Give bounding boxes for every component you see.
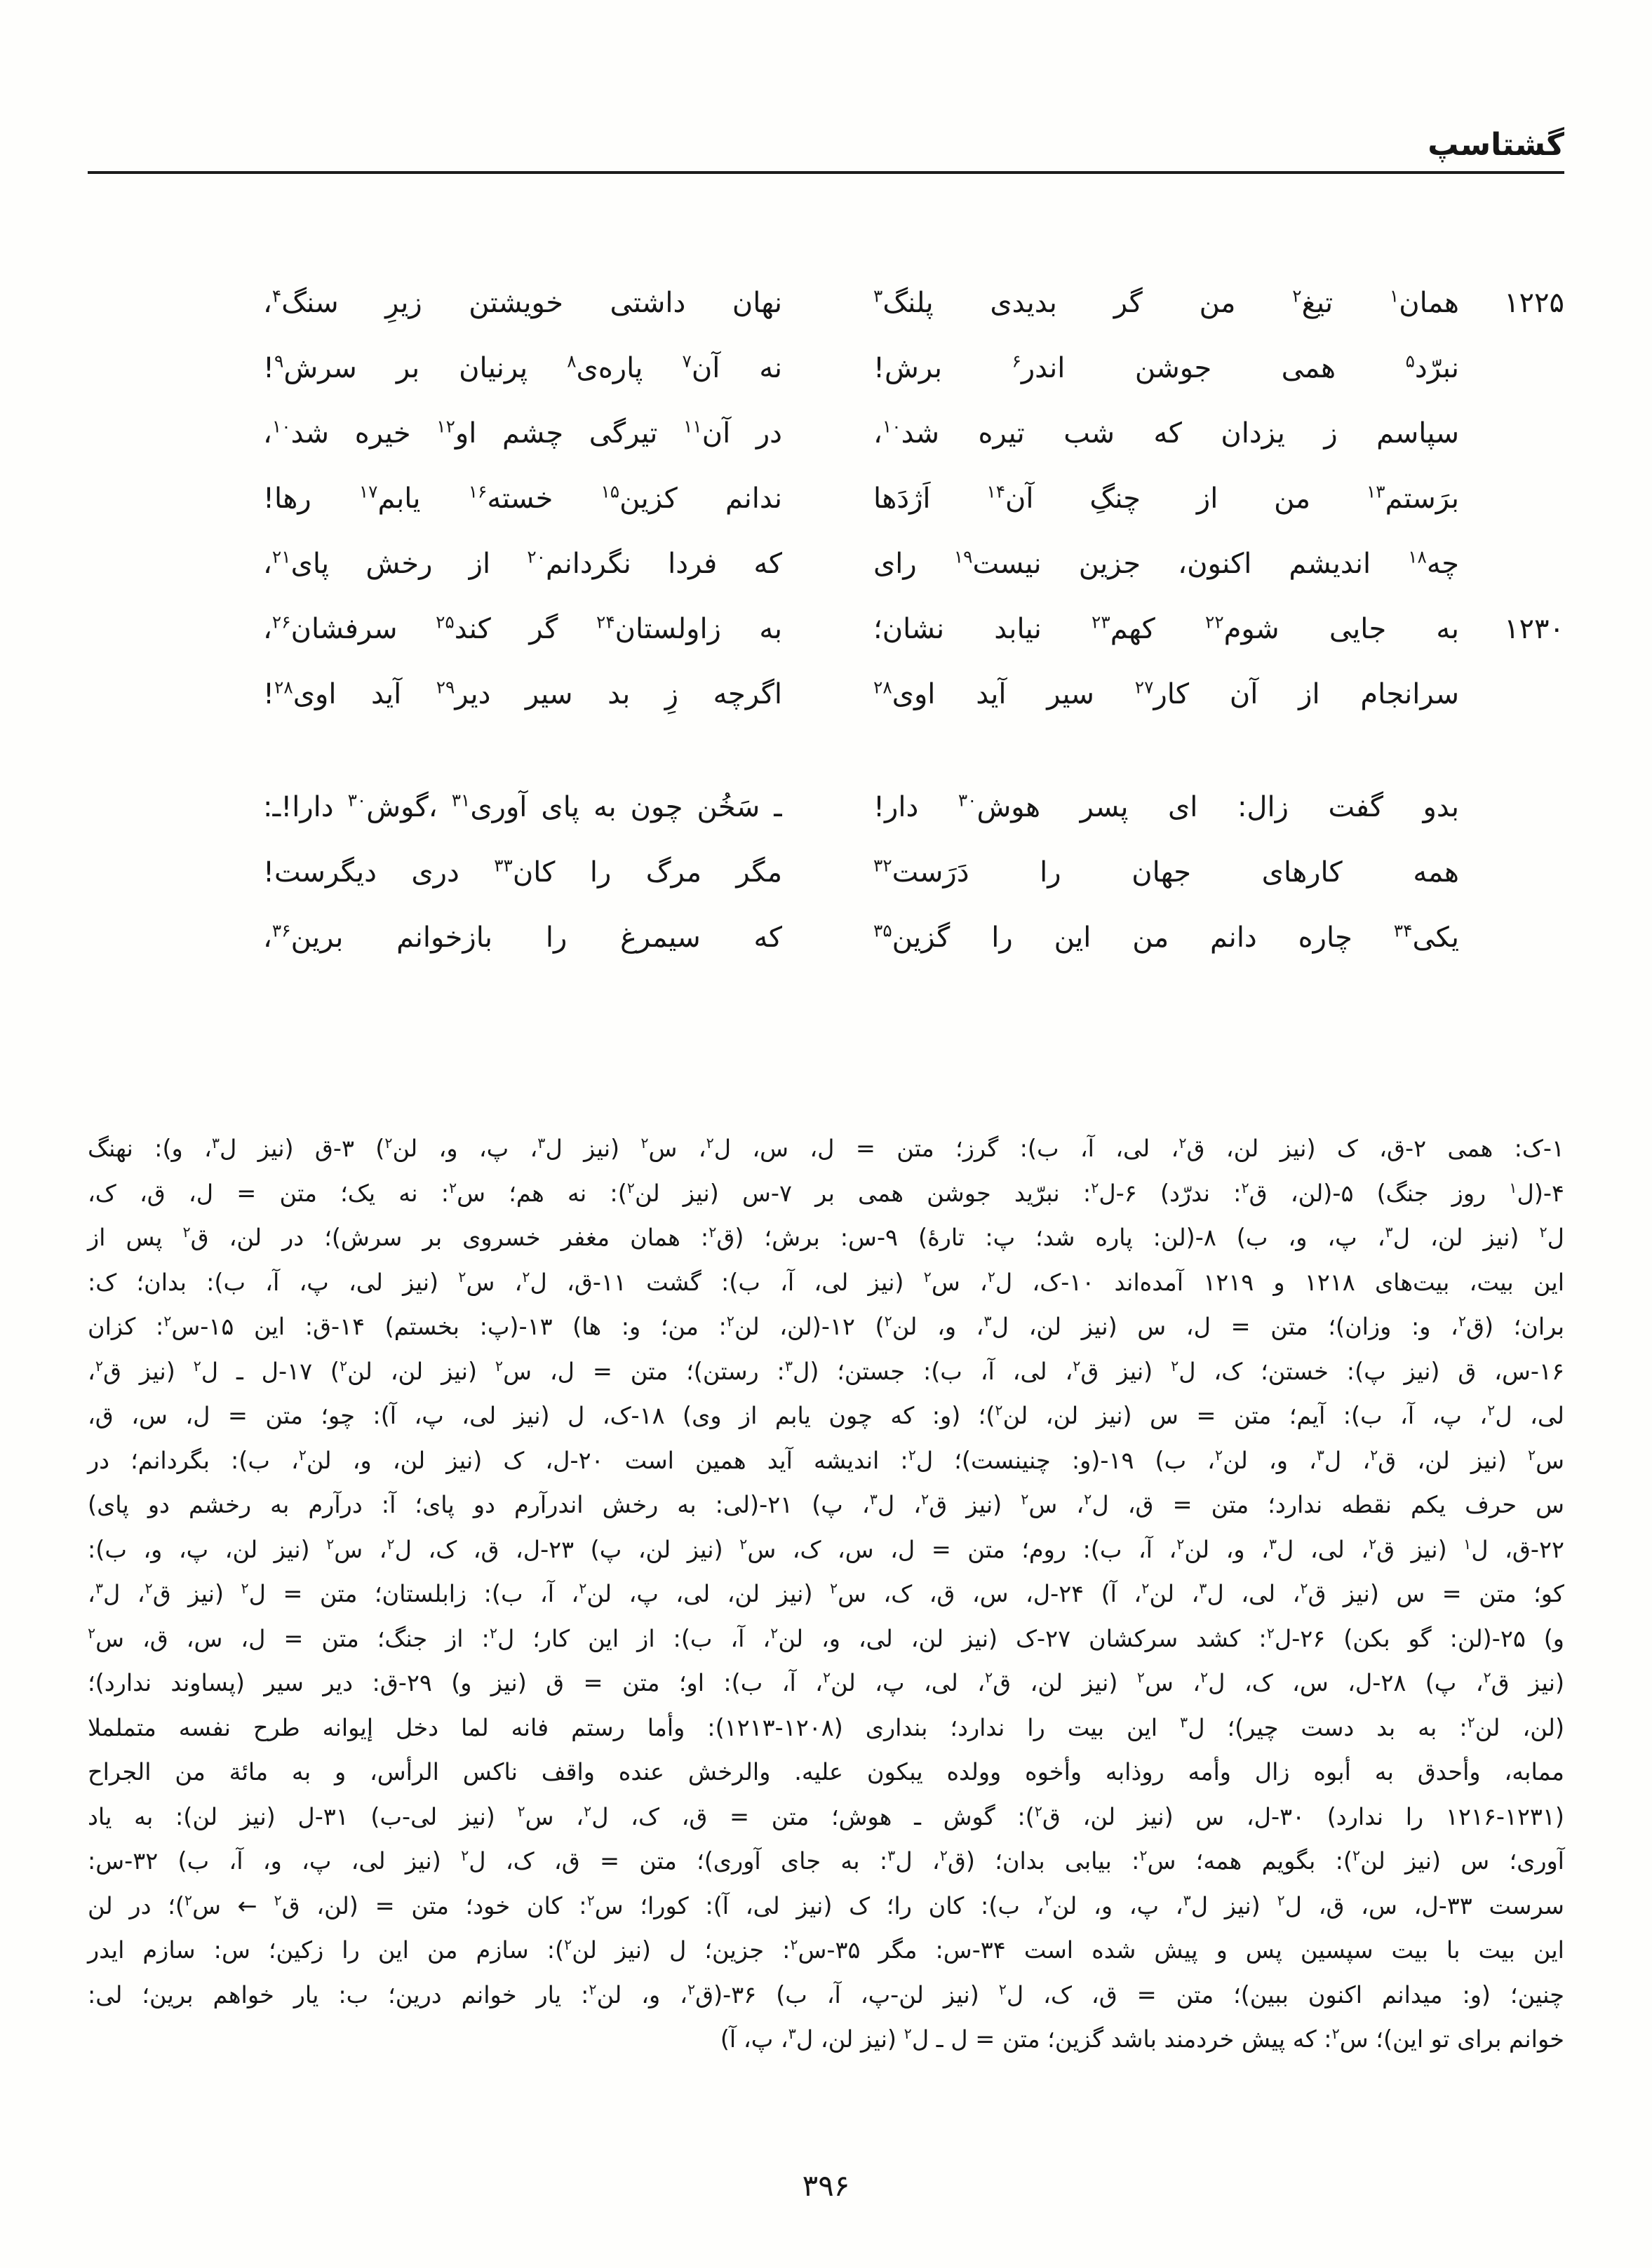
hemistich-second: ندانم کزین$^{۱۵}$ خسته$^{۱۶}$ یابم$^{۱۷}$ رها!: [263, 481, 782, 515]
column-gap: [782, 597, 873, 662]
footnote-marker: ۲: [449, 1179, 457, 1196]
footnote-marker: ۲: [829, 1579, 838, 1597]
critical-apparatus: [88, 1126, 1564, 2062]
apparatus-line: خوانم برای تو این)؛ س$^۲$: که پیش خردمند باشد گزین؛ متن = ل ـ ل$^۲$ (نیز لن، ل$^۳$، پ، آ): [720, 2025, 1564, 2053]
footnote-marker: ۱۷: [358, 481, 378, 502]
footnote-marker: ۲: [522, 1268, 530, 1285]
footnote-marker: ۱۰: [271, 416, 291, 437]
couplet: [88, 271, 1564, 336]
apparatus-line: سرست ۳۳-ل، س، ق، ل$^۲$ (نیز ل$^۳$، پ، و، لن$^۲$، ب): کان را؛ ک (نیز لی، آ): کورا؛ س$^۲$: کان خود؛ متن = (لن، ق$^۲$ ← س$^۲$)؛ در لن: [88, 1891, 1564, 1919]
footnote-marker: ۲: [1331, 2025, 1340, 2042]
apparatus-line: (لن، لن$^۲$: به بد دست چیر)؛ ل$^۳$ این بیت را ندارد؛ بنداری (۱۲۰۸-۱۲۱۳): وأما رستم فانه لما دخل إیوانه طرح نفسه متململا: [88, 1713, 1565, 1741]
apparatus-line: این بیت با بیت سپسین پس و پیش شده است ۳۴-س: مگر ۳۵-س$^۲$: جزین؛ ل (نیز لن$^۲$): سازم من این را زکین؛ س: سازم ایدر: [88, 1936, 1564, 1964]
footnote-marker: ۲: [1141, 1579, 1150, 1597]
apparatus-line: ۱۶-س، ق (نیز پ): خستن؛ ک، ل$^۲$ (نیز ق$^۲$، لی، آ، ب): جستن؛ (ل$^۳$: رستن)؛ متن = ل، س$^۲$ (نیز لن، لن$^۲$) ۱۷-ل ـ ل$^۲$ (نیز ق$^۲$،: [88, 1357, 1564, 1385]
footnote-marker: ۲۳: [1092, 612, 1110, 633]
column-gap: [782, 401, 873, 466]
footnote-marker: ۲: [1369, 1535, 1377, 1553]
verse-number: [1459, 905, 1564, 971]
hemistich-second: به زاولستان$^{۲۴}$ گر کند$^{۲۵}$ سرفشان$^{۲۶}$،: [263, 612, 782, 645]
footnote-marker: ۳: [537, 1134, 546, 1152]
footnote-marker: ۳۳: [494, 855, 513, 876]
footnote-marker: ۲: [1044, 1891, 1052, 1909]
footnote-marker: ۴: [271, 285, 282, 306]
footnote-marker: ۲: [1266, 1624, 1275, 1642]
footnote-marker: ۲: [326, 1535, 335, 1553]
footnote-marker: ۱: [1463, 1535, 1472, 1553]
footnote-marker: ۳: [95, 1579, 103, 1597]
apparatus-line: س$^۲$ (نیز لن، ق$^۲$، ل$^۳$، و، لن$^۲$، ب) ۱۹-(و: چنینست)؛ ل$^۲$: اندیشه آید همین است ۲۰-ل، ک (نیز لن، و، لن$^۲$، ب): بگردانم؛ در: [88, 1446, 1565, 1474]
footnote-marker: ۳: [1183, 1891, 1191, 1909]
footnote-marker: ۱۶: [468, 481, 488, 502]
footnote-marker: ۲: [384, 1134, 393, 1152]
footnote-marker: ۱: [1389, 285, 1399, 306]
apparatus-line: آوری؛ س (نیز لن$^۲$): بگویم همه؛ س$^۲$: بیابی بدان؛ (ق$^۲$، ل$^۳$: به جای آوری)؛ متن = ق، ک، ل$^۲$ (نیز لی، پ، و، آ، ب) ۳۲-س:: [88, 1847, 1564, 1875]
couplet: [88, 597, 1564, 662]
footnote-marker: ۵: [1405, 351, 1415, 372]
footnote-marker: ۲: [1458, 1312, 1466, 1330]
footnote-marker: ۳: [873, 285, 883, 306]
couplet: [88, 775, 1564, 840]
footnote-marker: ۲: [489, 1624, 497, 1642]
verse-number: [1459, 775, 1564, 840]
footnote-marker: ۲: [274, 1891, 282, 1909]
footnote-marker: ۲۴: [596, 612, 615, 633]
footnote-marker: ۱۱: [683, 416, 702, 437]
footnote-marker: ۲۷: [1134, 677, 1154, 698]
footnote-marker: ۲: [88, 1624, 96, 1642]
footnote-marker: ۲: [1277, 1891, 1285, 1909]
footnote-marker: ۱۳: [1366, 481, 1385, 502]
footnote-marker: ۳: [211, 1134, 220, 1152]
apparatus-line: (۱۲۱۶-۱۲۳۱ را ندارد) ۳۰-ل، س (نیز لن، ق$^۲$): گوش ـ هوش؛ متن = ق، ک، ل$^۲$، س$^۲$ (نیز لی-ب) ۳۱-ل (نیز لن): به یاد: [88, 1802, 1564, 1830]
hemistich-first: سپاسم ز یزدان که شب تیره شد$^{۱۰}$،: [873, 416, 1459, 450]
hemistich-first: همه کارهای جهان را دَرَست$^{۳۲}$: [873, 855, 1459, 889]
footnote-marker: ۳: [1268, 1535, 1277, 1553]
header-rule: [88, 171, 1564, 174]
footnote-marker: ۲: [184, 1891, 193, 1909]
footnote-marker: ۲: [939, 1847, 948, 1864]
footnote-marker: ۲: [1214, 1446, 1223, 1464]
footnote-marker: ۳: [869, 1490, 878, 1508]
footnote-marker: ۲: [579, 1579, 587, 1597]
hemistich-first: بدو گفت زال: ای پسر هوش$^{۳۰}$ دار!: [873, 790, 1459, 823]
couplet: [88, 401, 1564, 466]
hemistich-second: مگر مرگ را کان$^{۳۳}$ دری دیگرست!: [263, 855, 782, 889]
footnote-marker: ۲: [1352, 1847, 1361, 1864]
stanza-1: [88, 271, 1564, 727]
footnote-marker: ۲۱: [271, 546, 291, 567]
hemistich-first: چه$^{۱۸}$ اندیشم اکنون، جزین نیست$^{۱۹}$ رای: [873, 546, 1459, 580]
footnote-marker: ۲: [1539, 1223, 1547, 1241]
running-head-chapter-title: گشتاسپ: [1428, 127, 1564, 163]
column-gap: [782, 662, 873, 727]
hemistich-first: سرانجام از آن کار$^{۲۷}$ سیر آید اوی$^{۲۸}$: [873, 677, 1459, 710]
apparatus-line: لی، ل$^۲$، پ، آ، ب): آیم؛ متن = س (نیز لن، لن$^۲$)؛ (و: که چون یابم از وی) ۱۸-ک، ل (نیز لی، پ، آ): چو؛ متن = ل، س، ق،: [88, 1401, 1565, 1429]
footnote-marker: ۳: [1385, 1223, 1393, 1241]
column-gap: [782, 775, 873, 840]
footnote-marker: ۲: [163, 1312, 172, 1330]
footnote-marker: ۲: [1084, 1490, 1092, 1508]
footnote-marker: ۲: [584, 1802, 592, 1820]
column-gap: [782, 336, 873, 401]
footnote-marker: ۲: [1176, 1535, 1185, 1553]
footnote-marker: ۲: [1091, 1179, 1099, 1196]
footnote-marker: ۲: [458, 1268, 466, 1285]
footnote-marker: ۲: [241, 1579, 249, 1597]
verse-number: [1459, 532, 1564, 597]
apparatus-line: چنین؛ (و: میدانم اکنون ببین)؛ متن = ق، ک، ل$^۲$ (نیز لن-پ، آ، ب) ۳۶-(ق$^۲$، و، لن$^۲$: یار خوانم درین؛ ب: یار خواهم برین؛ لی:: [88, 1980, 1564, 2009]
footnote-marker: ۲: [921, 1490, 929, 1508]
couplet: [88, 662, 1564, 727]
hemistich-first: همان$^۱$ تیغ$^۲$ من گر بدیدی پلنگ$^۳$: [873, 285, 1459, 319]
footnote-marker: ۲: [586, 1891, 595, 1909]
footnote-marker: ۲: [1467, 1713, 1475, 1731]
footnote-marker: ۲: [1241, 1179, 1249, 1196]
footnote-marker: ۳۴: [1393, 920, 1413, 941]
footnote-marker: ۲: [1370, 1446, 1378, 1464]
apparatus-line: ل$^۲$ (نیز لن، ل$^۳$، پ، و، ب) ۸-(لن: پاره شد؛ پ: تارهٔ) ۹-س: برش؛ (ق$^۲$: همان مغفر خسروی بر سرش)؛ در لن، ق$^۲$ پس از: [88, 1223, 1564, 1251]
footnote-marker: ۲۹: [436, 677, 455, 698]
footnote-marker: ۹: [274, 351, 284, 372]
footnote-marker: ۲: [589, 1980, 597, 1998]
apparatus-line: کو؛ متن = س (نیز ق$^۲$، لی، ل$^۳$، لن$^۲$، آ) ۲۴-ل، س، ق، ک، س$^۲$ (نیز لن، لی، پ، لن$^۲$، آ، ب): زابلستان؛ متن = ل$^۲$ (نیز ق$^۲$، ل$^۳$،: [88, 1579, 1564, 1607]
verse-number: [1459, 466, 1564, 532]
footnote-marker: ۲: [517, 1802, 525, 1820]
apparatus-line: ۱-ک: همی ۲-ق، ک (نیز لن، ق$^۲$، لی، آ، ب): گرز؛ متن = ل، س، ل$^۲$، س$^۲$ (نیز ل$^۳$، پ، و، لن$^۲$) ۳-ق (نیز ل$^۳$، و): نهنگ: [88, 1134, 1564, 1162]
apparatus-line: بران؛ (ق$^۲$، و: وزان)؛ متن = ل، س (نیز لن، ل$^۳$، و، لن$^۲$) ۱۲-(لن، لن$^۲$: من؛ و: ها) ۱۳-(پ: بخستم) ۱۴-ق: این ۱۵-س$^۲$: کزان: [88, 1312, 1565, 1340]
footnote-marker: ۲: [1527, 1446, 1536, 1464]
footnote-marker: ۳۱: [451, 790, 471, 811]
footnote-marker: ۱۵: [600, 481, 620, 502]
footnote-marker: ۳: [983, 1312, 992, 1330]
apparatus-line: (نیز ق$^۲$، پ) ۲۸-ل، س، ک، ل$^۲$، س$^۲$ (نیز لن، ق$^۲$، لی، پ، لن$^۲$، آ، ب): او؛ متن = ق (نیز و) ۲۹-ق: دیر سیر (پساوند ندارد)؛: [88, 1668, 1565, 1696]
footnote-marker: ۳: [784, 1357, 793, 1375]
footnote-marker: ۱۴: [986, 481, 1006, 502]
footnote-marker: ۳۰: [347, 790, 367, 811]
verse-number: [1459, 336, 1564, 401]
footnote-marker: ۲: [709, 1223, 717, 1241]
footnote-marker: ۳۵: [873, 920, 892, 941]
hemistich-first: به جایی شوم$^{۲۲}$ کهم$^{۲۳}$ نیابد نشان؛: [873, 612, 1459, 645]
footnote-marker: ۲: [340, 1357, 348, 1375]
couplet: [88, 840, 1564, 905]
footnote-marker: ۲: [1139, 1847, 1148, 1864]
column-gap: [782, 905, 873, 971]
column-gap: [782, 271, 873, 336]
column-gap: [782, 466, 873, 532]
apparatus-line: ۴-(ل$^۱$ روز جنگ) ۵-(لن، ق$^۲$: ندرّد) ۶-ل$^۲$: نبرّید جوشن همی بر ۷-س (نیز لن$^۲$): نه هم؛ س$^۲$: نه یک؛ متن = ل، ق، ک،: [88, 1179, 1564, 1207]
apparatus-line: ممابه، وأحدق به أبوه زال وأمه روذابه وأخوه وولده یبکون علیه. والرخش عنده واقف ناکس الرأس، و به مائة من الجراح: [88, 1758, 1564, 1786]
hemistich-first: یکی$^{۳۴}$ چاره دانم من این را گزین$^{۳۵}$: [873, 920, 1459, 954]
footnote-marker: ۷: [682, 351, 692, 372]
footnote-marker: ۲: [908, 1446, 916, 1464]
footnote-marker: ۲: [1200, 1668, 1209, 1686]
footnote-marker: ۲: [998, 1980, 1007, 1998]
footnote-marker: ۲: [298, 1446, 307, 1464]
footnote-marker: ۸: [567, 351, 577, 372]
verse-number: ۱۲۳۰: [1504, 613, 1564, 645]
footnote-marker: ۲: [1178, 1134, 1187, 1152]
footnote-marker: ۲: [706, 1134, 714, 1152]
footnote-marker: ۲: [1483, 1668, 1491, 1686]
footnote-marker: ۲: [182, 1223, 191, 1241]
footnote-marker: ۱۹: [953, 546, 973, 567]
footnote-marker: ۳: [788, 2025, 796, 2042]
couplet: [88, 466, 1564, 532]
hemistich-first: برَستم$^{۱۳}$ من از چنگِ آن$^{۱۴}$ اَژدَها: [873, 481, 1459, 515]
couplet: [88, 336, 1564, 401]
footnote-marker: ۲: [726, 1312, 734, 1330]
footnote-marker: ۳: [887, 1847, 896, 1864]
hemistich-second: در آن$^{۱۱}$ تیرگی چشم او$^{۱۲}$ خیره شد$^{۱۰}$،: [263, 416, 782, 450]
footnote-marker: ۲: [884, 1312, 892, 1330]
footnote-marker: ۲: [387, 1535, 395, 1553]
verse-number: ۱۲۲۵: [1504, 287, 1564, 319]
footnote-marker: ۲: [461, 1847, 469, 1864]
hemistich-second: اگرچه زِ بد سیر دیر$^{۲۹}$ آید اوی$^{۲۸}$!: [263, 677, 782, 710]
footnote-marker: ۲۶: [271, 612, 291, 633]
footnote-marker: ۲: [985, 1668, 993, 1686]
footnote-marker: ۲: [987, 1268, 995, 1285]
stanza-2: [88, 775, 1564, 971]
hemistich-first: نبرّد$^۵$ همی جوشن اندر$^۶$ برش!: [873, 351, 1459, 384]
footnote-marker: ۲۰: [527, 546, 546, 567]
hemistich-second: نهان داشتی خویشتن زیرِ سنگ$^۴$،: [263, 285, 782, 319]
page-number: ۳۹۶: [802, 2168, 850, 2203]
footnote-marker: ۲: [687, 1980, 696, 1998]
footnote-marker: ۲: [495, 1357, 504, 1375]
footnote-marker: ۱۲: [436, 416, 455, 437]
apparatus-line: و) ۲۵-(لن: گو بکن) ۲۶-ل$^۲$: کشد سرکشان ۲۷-ک (نیز لن، لی، و، لن$^۲$، آ، ب): از این کار؛ ل$^۲$: از جنگ؛ متن = ل، س، ق، س$^۲$: [88, 1624, 1564, 1652]
hemistich-second: که سیمرغ را بازخوانم برین$^{۳۶}$،: [263, 920, 782, 954]
footnote-marker: ۲: [95, 1357, 103, 1375]
footnote-marker: ۲: [790, 1936, 798, 1953]
hemistich-second: ـ سَخُن چون به پای آوری$^{۳۱}$ ،گوش$^{۳۰}$ دارا!ـ:: [263, 790, 782, 823]
footnote-marker: ۲: [739, 1535, 748, 1553]
footnote-marker: ۱۸: [1408, 546, 1427, 567]
verse-number: [1459, 662, 1564, 727]
couplet: [88, 532, 1564, 597]
footnote-marker: ۲: [145, 1579, 153, 1597]
footnote-marker: ۳۰: [958, 790, 977, 811]
footnote-marker: ۲: [1171, 1357, 1179, 1375]
poem: [88, 271, 1564, 971]
footnote-marker: ۳۲: [873, 855, 892, 876]
footnote-marker: ۲: [770, 1624, 779, 1642]
verse-number: [1459, 840, 1564, 905]
footnote-marker: ۲: [995, 1401, 1003, 1419]
footnote-marker: ۲: [1034, 1802, 1042, 1820]
column-gap: [782, 532, 873, 597]
footnote-marker: ۳۶: [271, 920, 291, 941]
couplet: [88, 905, 1564, 971]
footnote-marker: ۳: [1199, 1579, 1207, 1597]
footnote-marker: ۲: [1487, 1401, 1496, 1419]
hemistich-second: که فردا نگردانم$^{۲۰}$ از رخش پای$^{۲۱}$،: [263, 546, 782, 580]
footnote-marker: ۲: [904, 2025, 912, 2042]
footnote-marker: ۲: [193, 1357, 201, 1375]
footnote-marker: ۲۸: [873, 677, 892, 698]
footnote-marker: ۲: [1136, 1668, 1145, 1686]
footnote-marker: ۲: [1073, 1357, 1081, 1375]
footnote-marker: ۲: [640, 1134, 649, 1152]
footnote-marker: ۲: [1292, 285, 1302, 306]
footnote-marker: ۳: [1180, 1713, 1188, 1731]
apparatus-line: ۲۲-ق، ل$^۱$ (نیز ق$^۲$، لی، ل$^۳$، و، لن$^۲$، آ، ب): روم؛ متن = ل، س، ک، س$^۲$ (نیز لن، پ) ۲۳-ل، ق، ک، ل$^۲$، س$^۲$ (نیز لن، پ، و، ب):: [88, 1535, 1564, 1563]
apparatus-line: س حرف یکم نقطه ندارد؛ متن = ق، ل$^۲$، س$^۲$ (نیز ق$^۲$، ل$^۳$، پ) ۲۱-(لی: به رخش اندرآرم دو پای؛ آ: درآرم به رخشم دو پای): [88, 1490, 1565, 1518]
footnote-marker: ۲: [822, 1668, 831, 1686]
footnote-marker: ۲۸: [274, 677, 293, 698]
apparatus-line: این بیت، بیت‌های ۱۲۱۸ و ۱۲۱۹ آمده‌اند ۱۰-ک، ل$^۲$، س$^۲$ (نیز لی، آ، ب): گشت ۱۱-ق، ل$^۲$، س$^۲$ (نیز لی، پ، آ، ب): بدان؛ ک:: [88, 1268, 1564, 1296]
footnote-marker: ۳: [1316, 1446, 1324, 1464]
footnote-marker: ۲۲: [1205, 612, 1224, 633]
footnote-marker: ۲: [1021, 1490, 1029, 1508]
footnote-marker: ۶: [1012, 351, 1021, 372]
footnote-marker: ۱: [1509, 1179, 1517, 1196]
hemistich-second: نه آن$^۷$ پاره‌ی$^۸$ پرنیان بر سرش$^۹$!: [263, 351, 782, 384]
footnote-marker: ۱۰: [882, 416, 901, 437]
footnote-marker: ۲: [626, 1179, 635, 1196]
verse-number: [1459, 401, 1564, 466]
footnote-marker: ۲: [923, 1268, 932, 1285]
footnote-marker: ۲: [1300, 1579, 1308, 1597]
column-gap: [782, 840, 873, 905]
footnote-marker: ۲۵: [436, 612, 455, 633]
footnote-marker: ۲: [564, 1936, 572, 1953]
